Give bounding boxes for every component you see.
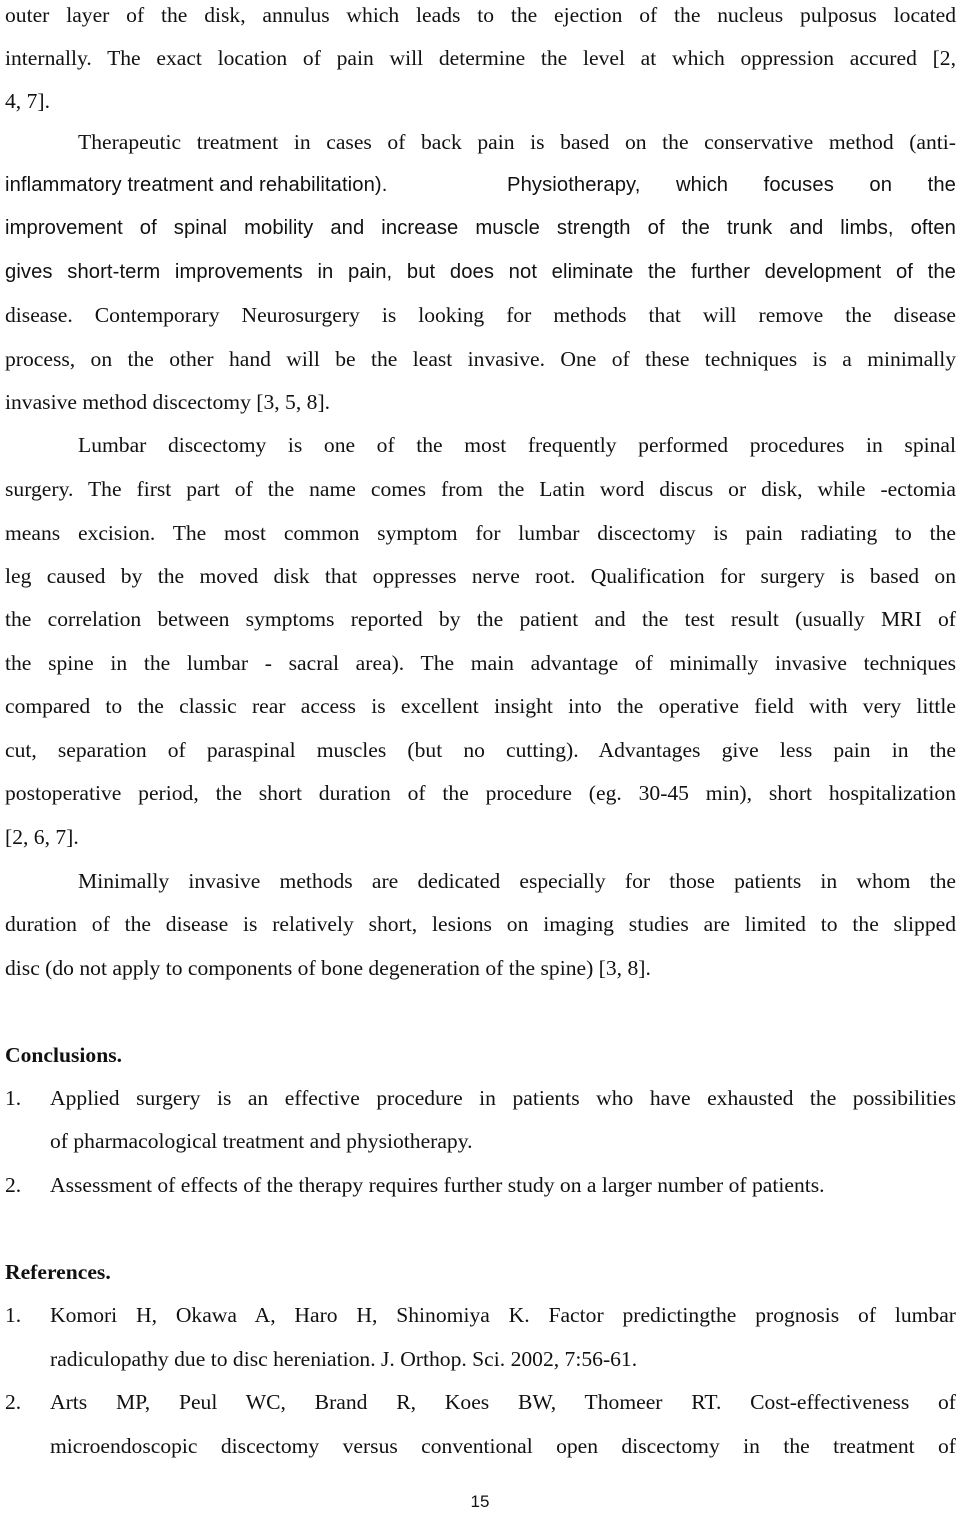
text-line: means excision. The most common symptom for lumbar discectomy is pain radiating to the (5, 521, 956, 545)
list-item-text: of pharmacological treatment and physiotherapy. (50, 1129, 473, 1153)
reference-number: 1. (5, 1303, 22, 1327)
text-line: the spine in the lumbar - sacral area). The main advantage of minimally invasive techniques (5, 651, 956, 675)
list-item-text: Applied surgery is an effective procedure in patients who have exhausted the possibilities (50, 1086, 956, 1110)
text-line: compared to the classic rear access is excellent insight into the operative field with very little (5, 694, 956, 718)
references-heading: References. (5, 1260, 111, 1284)
text-line: gives short-term improvements in pain, but does not eliminate the further development of the (5, 261, 956, 283)
text-line: inflammatory treatment and rehabilitation). (5, 174, 388, 196)
reference-text: radiculopathy due to disc hereniation. J. Orthop. Sci. 2002, 7:56-61. (50, 1347, 638, 1371)
conclusions-heading: Conclusions. (5, 1043, 123, 1067)
page-number: 15 (470, 1492, 490, 1511)
text-line: cut, separation of paraspinal muscles (but no cutting). Advantages give less pain in the (5, 738, 956, 762)
reference-number: 2. (5, 1390, 22, 1414)
text-line: Therapeutic treatment in cases of back pain is based on the conservative method (anti- (78, 130, 956, 154)
text-line: outer layer of the disk, annulus which leads to the ejection of the nucleus pulposus located (5, 3, 956, 27)
text-line: disc (do not apply to components of bone degeneration of the spine) [3, 8]. (5, 956, 651, 980)
text-line: invasive method discectomy [3, 5, 8]. (5, 390, 331, 414)
text-line: surgery. The first part of the name comes from the Latin word discus or disk, while -ectomia (5, 477, 956, 501)
text-line: Physiotherapy, which focuses on the (507, 174, 956, 196)
list-item-number: 1. (5, 1086, 22, 1110)
text-line: improvement of spinal mobility and increase muscle strength of the trunk and limbs, often (5, 217, 956, 239)
reference-text: Komori H, Okawa A, Haro H, Shinomiya K. Factor predictingthe prognosis of lumbar (50, 1303, 956, 1327)
reference-text: Arts MP, Peul WC, Brand R, Koes BW, Thomeer RT. Cost-effectiveness of (50, 1390, 956, 1414)
text-line: process, on the other hand will be the least invasive. One of these techniques is a minimally (5, 347, 956, 371)
text-line: 4, 7]. (5, 89, 50, 113)
text-line: disease. Contemporary Neurosurgery is looking for methods that will remove the disease (5, 303, 956, 327)
text-line: the correlation between symptoms reported by the patient and the test result (usually MRI of (5, 607, 956, 631)
text-line: leg caused by the moved disk that oppresses nerve root. Qualification for surgery is based on (5, 564, 956, 588)
text-line: duration of the disease is relatively short, lesions on imaging studies are limited to the slipped (5, 912, 956, 936)
text-line: internally. The exact location of pain will determine the level at which oppression accured [2, (5, 46, 956, 70)
text-line: Minimally invasive methods are dedicated especially for those patients in whom the (78, 869, 956, 893)
text-line: postoperative period, the short duration of the procedure (eg. 30-45 min), short hospitalization (5, 781, 956, 805)
list-item-text: Assessment of effects of the therapy requires further study on a larger number of patients. (50, 1173, 825, 1197)
list-item-number: 2. (5, 1173, 22, 1197)
text-line: Lumbar discectomy is one of the most frequently performed procedures in spinal (78, 433, 956, 457)
reference-text: microendoscopic discectomy versus conventional open discectomy in the treatment of (50, 1434, 956, 1458)
text-line: [2, 6, 7]. (5, 825, 79, 849)
